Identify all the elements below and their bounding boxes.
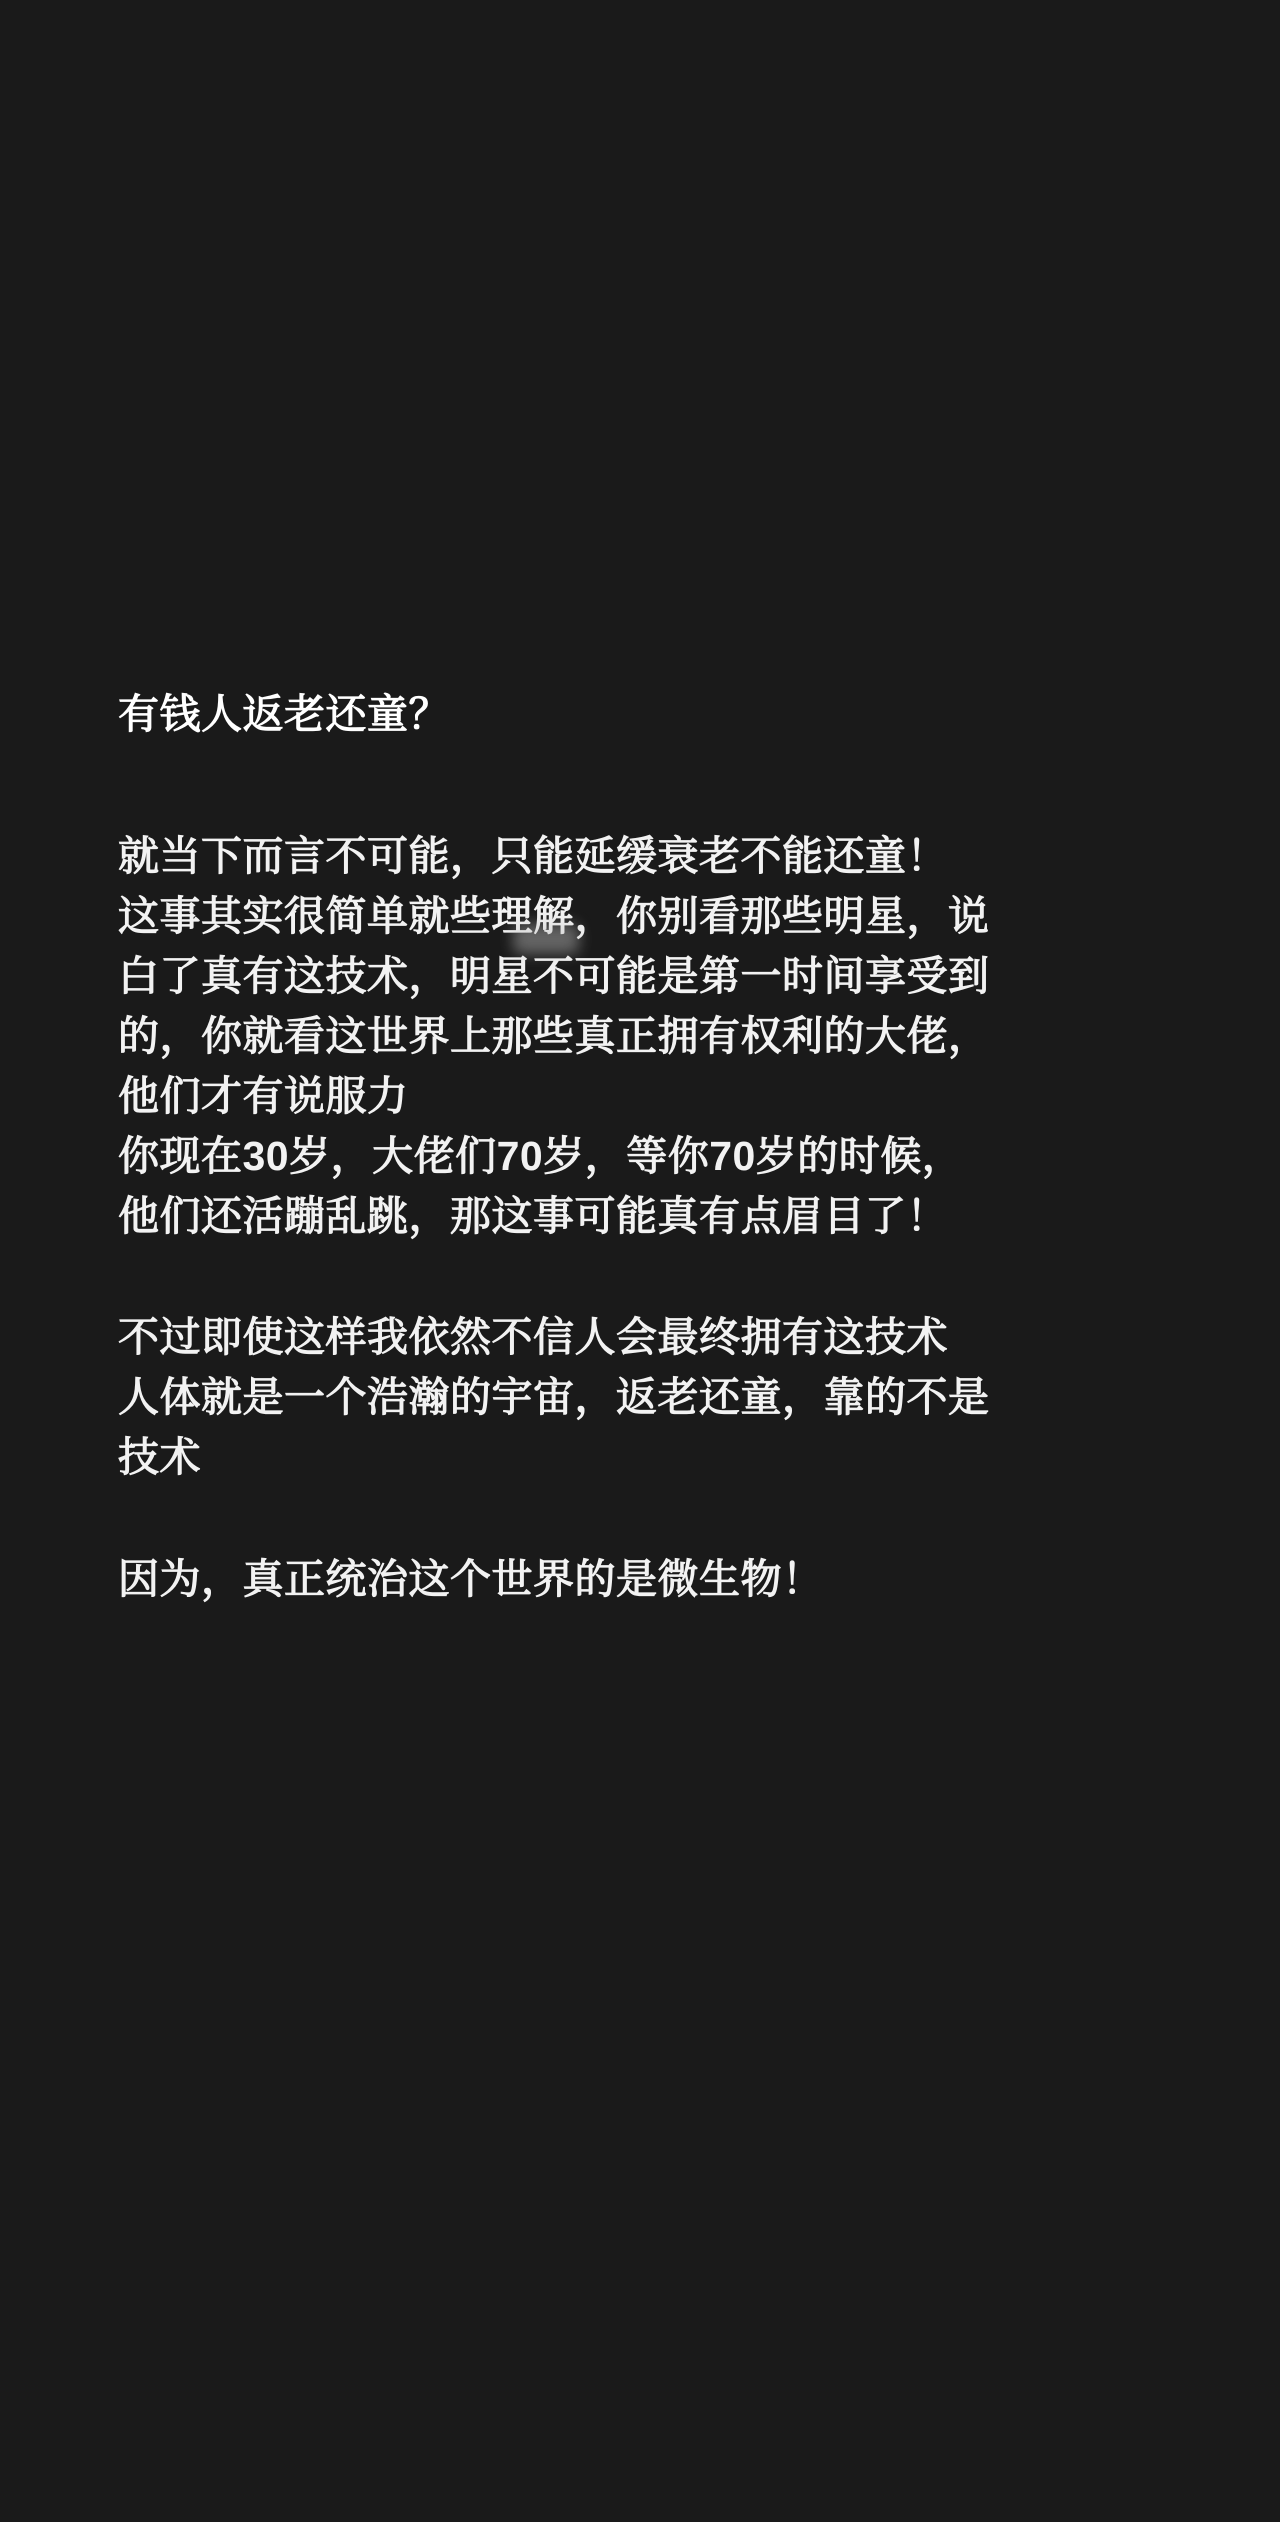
paragraph-block-1: [118, 827, 1164, 1246]
text-line: 不过即使这样我依然不信人会最终拥有这技术: [118, 1314, 948, 1361]
paragraph-block-2: [118, 1308, 1164, 1488]
paragraph-spacer: [118, 1246, 1164, 1308]
paragraph-block-3: [118, 1550, 1164, 1610]
text-line: 白了真有这技术，明星不可能是第一时间享受到: [118, 953, 990, 1000]
text-line: 人体就是一个浩瀚的宇宙，返老还童，靠的不是: [118, 1374, 990, 1421]
text-line: 的，你就看这世界上那些真正拥有权利的大佬，: [118, 1012, 990, 1059]
text-line: 你现在30岁，大佬们70岁，等你70岁的时候，: [118, 1132, 964, 1179]
paragraph-spacer: [118, 1488, 1164, 1550]
text-line: 这事其实很简单就些理解，你别看那些明星，说: [118, 893, 990, 940]
text-line: 就当下而言不可能，只能延缓衰老不能还童！: [118, 833, 948, 880]
text-line: 他们还活蹦乱跳，那这事可能真有点眉目了！: [118, 1192, 948, 1239]
text-line: 技术: [118, 1434, 201, 1481]
page-title: 有钱人返老还童？: [118, 691, 450, 737]
text-line: 因为，真正统治这个世界的是微生物！: [118, 1555, 824, 1602]
document-content: [118, 686, 1164, 1610]
text-line: 他们才有说服力: [118, 1072, 409, 1119]
